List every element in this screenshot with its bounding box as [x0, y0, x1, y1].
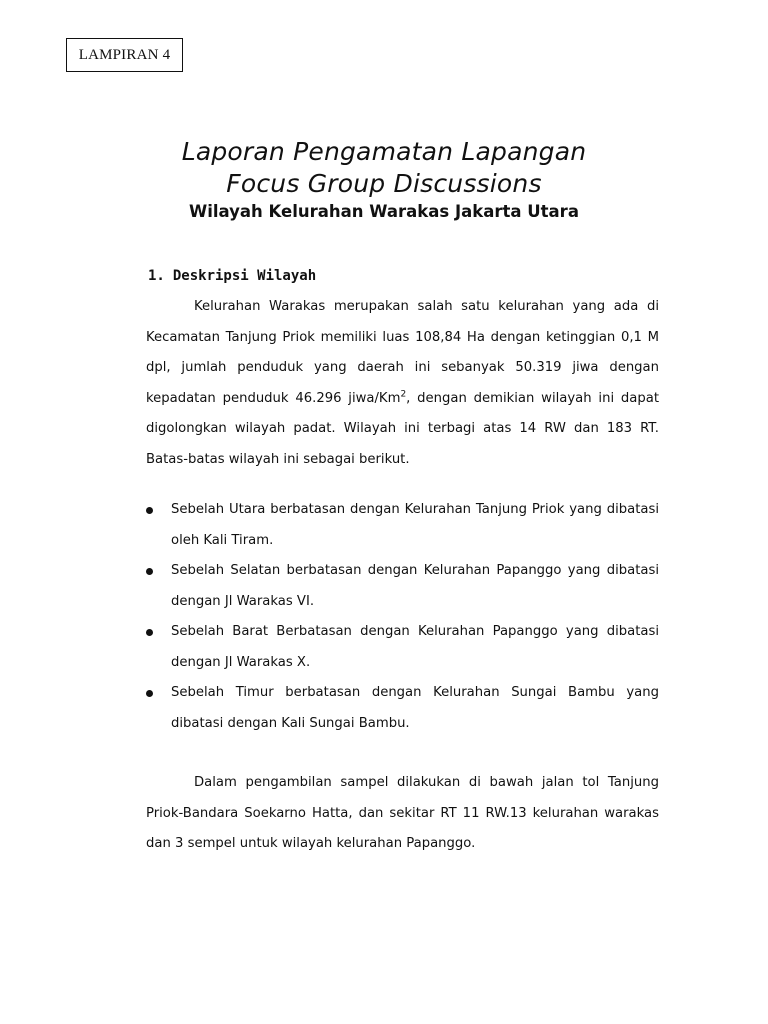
lampiran-label: LAMPIRAN 4 — [78, 46, 171, 63]
title-line-1-wrap — [0, 136, 768, 168]
list-item — [146, 556, 659, 617]
lampiran-label-box — [66, 38, 183, 72]
section-title: Deskripsi Wilayah — [172, 268, 317, 284]
bullet-dot-icon — [146, 507, 153, 514]
subtitle-wrap — [0, 199, 768, 225]
bullet-dot-icon — [146, 568, 153, 575]
paragraph-description — [146, 292, 659, 475]
section-number: 1. — [148, 268, 165, 284]
document-title-line-2: Focus Group Discussions — [226, 169, 542, 198]
bullet-dot-icon — [146, 690, 153, 697]
boundary-list — [146, 495, 659, 739]
list-item — [146, 617, 659, 678]
paragraph-description-text: Kelurahan Warakas merupakan salah satu kelurahan yang ada di Kecamatan Tanjung Priok memiliki luas 108,84 Ha dengan ketinggian 0,1 M dpl, jumlah penduduk yang daerah ini sebanyak 50.319 jiwa dengan kepadatan penduduk 46.296 jiwa/Km — [146, 299, 659, 406]
list-item-text: Sebelah Selatan berbatasan dengan Kelurahan Papanggo yang dibatasi dengan Jl Warakas VI. — [171, 563, 659, 609]
title-line-2-wrap — [0, 168, 768, 200]
list-item-text: Sebelah Timur berbatasan dengan Kelurahan Sungai Bambu yang dibatasi dengan Kali Sungai Bambu. — [171, 685, 659, 731]
section-heading — [148, 266, 316, 286]
paragraph-description-text-cont: , dengan demikian wilayah ini dapat digolongkan wilayah padat. Wilayah ini terbagi atas 14 RW dan 183 RT. Batas-batas wilayah ini sebagai berikut. — [146, 390, 659, 467]
list-item-text: Sebelah Barat Berbatasan dengan Kelurahan Papanggo yang dibatasi dengan Jl Warakas X. — [171, 624, 659, 670]
bullet-dot-icon — [146, 629, 153, 636]
document-title-line-1: Laporan Pengamatan Lapangan — [181, 137, 587, 166]
list-item — [146, 678, 659, 739]
superscript-two: 2 — [400, 389, 407, 400]
document-subtitle: Wilayah Kelurahan Warakas Jakarta Utara — [189, 202, 579, 221]
paragraph-sampling: Dalam pengambilan sampel dilakukan di bawah jalan tol Tanjung Priok-Bandara Soekarno Hatta, dan sekitar RT 11 RW.13 kelurahan warakas dan 3 sempel untuk wilayah kelurahan Papanggo. — [146, 775, 659, 851]
list-item-text: Sebelah Utara berbatasan dengan Kelurahan Tanjung Priok yang dibatasi oleh Kali Tiram. — [171, 502, 659, 548]
list-item — [146, 495, 659, 556]
